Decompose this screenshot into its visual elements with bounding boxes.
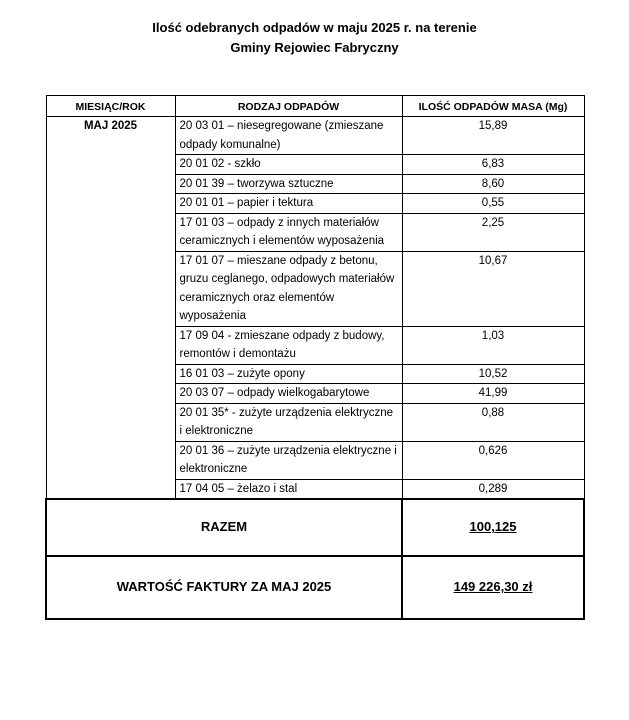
waste-amount-cell: 0,88 [402, 403, 584, 441]
total-value: 100,125 [402, 499, 584, 556]
waste-amount-cell: 2,25 [402, 213, 584, 251]
waste-amount-cell: 0,626 [402, 441, 584, 479]
waste-type-cell: 17 01 07 – mieszane odpady z betonu, gruzu ceglanego, odpadowych materiałów ceramicznych oraz elementów wyposażenia [175, 251, 402, 326]
invoice-value: 149 226,30 zł [402, 556, 584, 619]
waste-type-cell: 20 01 01 – papier i tektura [175, 194, 402, 214]
waste-type-cell: 20 01 35* - zużyte urządzenia elektryczne i elektroniczne [175, 403, 402, 441]
waste-amount-cell: 10,67 [402, 251, 584, 326]
waste-amount-cell: 1,03 [402, 326, 584, 364]
waste-type-cell: 20 01 02 - szkło [175, 155, 402, 175]
total-row [46, 499, 584, 556]
document-title [0, 18, 629, 58]
waste-amount-cell: 0,55 [402, 194, 584, 214]
waste-type-cell: 20 03 01 – niesegregowane (zmieszane odpady komunalne) [175, 117, 402, 155]
waste-rows [46, 117, 584, 620]
title-line-2: Gminy Rejowiec Fabryczny [230, 40, 399, 55]
waste-type-cell: 17 01 03 – odpady z innych materiałów ceramicznych i elementów wyposażenia [175, 213, 402, 251]
header-row [46, 96, 584, 117]
header-amount: ILOŚĆ ODPADÓW MASA (Mg) [402, 96, 584, 117]
header-waste-type: RODZAJ ODPADÓW [175, 96, 402, 117]
waste-type-cell: 20 01 36 – zużyte urządzenia elektryczne i elektroniczne [175, 441, 402, 479]
waste-table [45, 95, 585, 620]
invoice-label: WARTOŚĆ FAKTURY ZA MAJ 2025 [46, 556, 402, 619]
total-label: RAZEM [46, 499, 402, 556]
waste-type-cell: 17 04 05 – żelazo i stal [175, 479, 402, 499]
waste-type-cell: 20 01 39 – tworzywa sztuczne [175, 174, 402, 194]
month-cell: MAJ 2025 [46, 117, 175, 500]
waste-type-cell: 17 09 04 - zmieszane odpady z budowy, remontów i demontażu [175, 326, 402, 364]
title-line-1: Ilość odebranych odpadów w maju 2025 r. na terenie [152, 20, 477, 35]
waste-amount-cell: 0,289 [402, 479, 584, 499]
waste-type-cell: 16 01 03 – zużyte opony [175, 364, 402, 384]
waste-amount-cell: 15,89 [402, 117, 584, 155]
waste-amount-cell: 6,83 [402, 155, 584, 175]
table-row [46, 117, 584, 155]
header-month: MIESIĄC/ROK [46, 96, 175, 117]
waste-type-cell: 20 03 07 – odpady wielkogabarytowe [175, 384, 402, 404]
waste-amount-cell: 8,60 [402, 174, 584, 194]
waste-amount-cell: 10,52 [402, 364, 584, 384]
invoice-row [46, 556, 584, 619]
waste-amount-cell: 41,99 [402, 384, 584, 404]
